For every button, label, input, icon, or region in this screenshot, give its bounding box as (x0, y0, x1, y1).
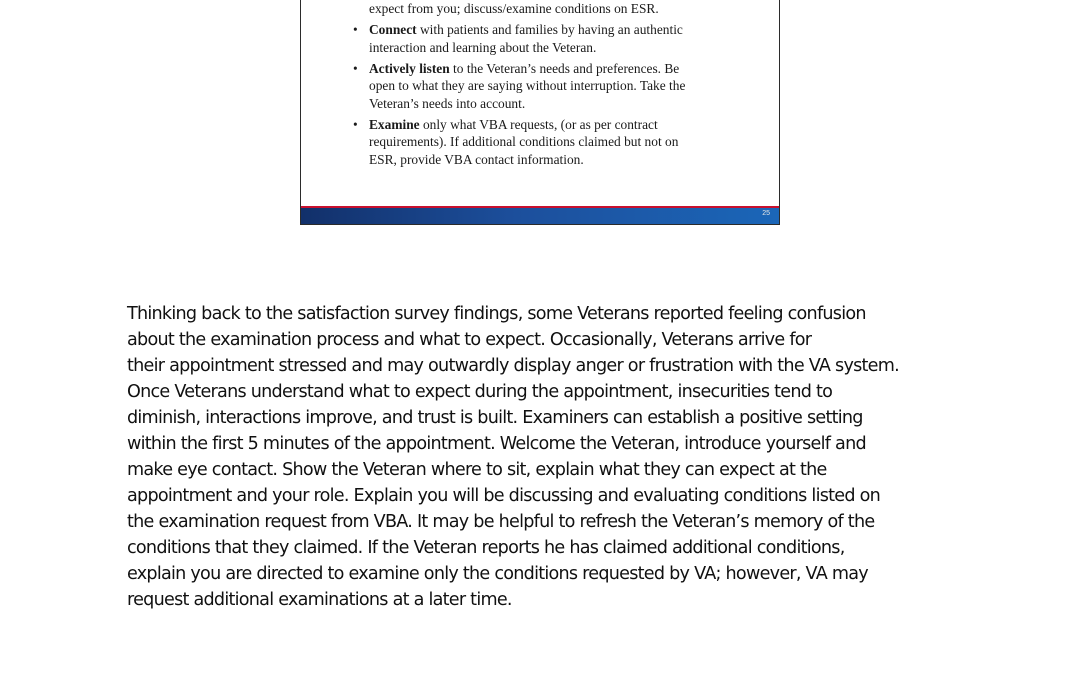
bullet-text: open to what they are saying without interruption. Take the (369, 78, 686, 93)
bullet-text: to the Veteran’s needs and preferences. Be (449, 60, 680, 76)
bullet-text: requirements). If additional conditions claimed but not on (369, 134, 679, 149)
notes-line: within the first 5 minutes of the appointment. Welcome the Veteran, introduce yourself and (127, 434, 866, 454)
slide-partial-line: expect from you; discuss/examine conditions on ESR. (369, 1, 659, 16)
bullet-term: Connect (369, 22, 417, 37)
slide-page-number: 25 (762, 210, 770, 217)
bullet-examine (351, 116, 761, 169)
bullet-term: Examine (369, 116, 420, 132)
bullet-connect (351, 21, 761, 56)
notes-line: appointment and your role. Explain you will be discussing and evaluating conditions listed on (127, 486, 881, 506)
notes-line: request additional examinations at a later time. (127, 590, 512, 610)
bullet-dot-icon: • (353, 60, 358, 76)
bullet-text: with patients and families by having an authentic (416, 22, 683, 37)
bullet-text: only what VBA requests, (or as per contract (419, 116, 658, 132)
bullet-dot-icon: • (353, 22, 358, 37)
slide-thumbnail (300, 0, 780, 225)
notes-line: explain you are directed to examine only the conditions requested by VA; however, VA may (127, 564, 868, 584)
speaker-notes (127, 301, 957, 613)
notes-line: Thinking back to the satisfaction survey findings, some Veterans reported feeling confusion (127, 304, 866, 324)
bullet-term: Actively listen (369, 60, 450, 76)
notes-line: their appointment stressed and may outwardly display anger or frustration with the VA system. (127, 356, 899, 376)
slide-footer-bar (301, 208, 779, 224)
bullet-actively-listen (351, 60, 761, 113)
notes-line: make eye contact. Show the Veteran where to sit, explain what they can expect at the (127, 460, 827, 480)
bullet-text: Veteran’s needs into account. (369, 95, 526, 111)
notes-line: the examination request from VBA. It may be helpful to refresh the Veteran’s memory of the (127, 512, 875, 532)
notes-line: Once Veterans understand what to expect during the appointment, insecurities tend to (127, 382, 833, 402)
notes-line: conditions that they claimed. If the Veteran reports he has claimed additional conditions, (127, 538, 845, 558)
notes-line: about the examination process and what to expect. Occasionally, Veterans arrive for (127, 330, 812, 350)
slide-content (351, 0, 761, 172)
bullet-text: ESR, provide VBA contact information. (369, 151, 584, 167)
bullet-text: interaction and learning about the Veteran. (369, 39, 597, 55)
bullet-dot-icon: • (353, 116, 358, 132)
notes-line: diminish, interactions improve, and trust is built. Examiners can establish a positive setting (127, 408, 863, 428)
